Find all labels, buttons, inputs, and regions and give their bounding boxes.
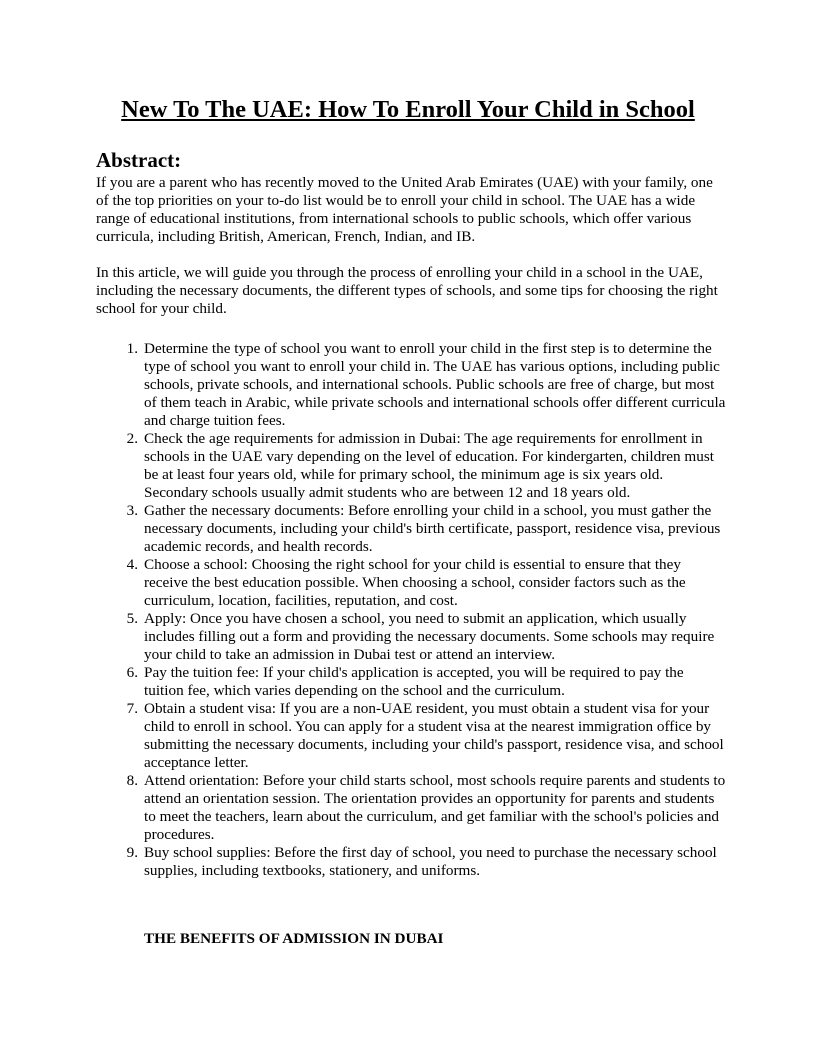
list-item-text: Determine the type of school you want to enroll your child in the first step is to determine the type of school you want to enroll your child in. The UAE has various options, including public schools, private schools, and international schools. Public schools are free of charge, but most of them teach in Arabic, while private schools and international schools offer different curricula and charge tuition fees.	[144, 340, 726, 429]
list-item	[96, 772, 726, 844]
list-item-number: 6.	[126, 664, 138, 681]
list-item-text: Attend orientation: Before your child starts school, most schools require parents and students to attend an orientation session. The orientation provides an opportunity for parents and students to meet the teachers, learn about the curriculum, and get familiar with the school's policies and procedures.	[144, 772, 726, 843]
list-item	[96, 502, 726, 556]
abstract-paragraph-1: If you are a parent who has recently moved to the United Arab Emirates (UAE) with your family, one of the top priorities on your to-do list would be to enroll your child in school. The UAE has a wide range of educational institutions, from international schools to public schools, which offer various curricula, including British, American, French, Indian, and IB.	[96, 174, 713, 245]
list-item-number: 7.	[126, 700, 138, 717]
list-item-number: 8.	[126, 772, 138, 789]
benefits-heading: THE BENEFITS OF ADMISSION IN DUBAI	[144, 930, 444, 947]
list-item-text: Obtain a student visa: If you are a non-UAE resident, you must obtain a student visa for your child to enroll in school. You can apply for a student visa at the nearest immigration office by submitting the necessary documents, including your child's passport, residence visa, and school acceptance letter.	[144, 700, 724, 771]
list-item-text: Check the age requirements for admission in Dubai: The age requirements for enrollment in schools in the UAE vary depending on the level of education. For kindergarten, children must be at least four years old, while for primary school, the minimum age is six years old. Secondary schools usually admit students who are between 12 and 18 years old.	[144, 430, 714, 501]
list-item	[96, 844, 726, 880]
list-item	[96, 610, 726, 664]
list-item	[96, 700, 726, 772]
list-item-number: 9.	[126, 844, 138, 861]
list-item	[96, 556, 726, 610]
enrollment-steps-list	[96, 340, 726, 880]
list-item-number: 1.	[126, 340, 138, 357]
list-item-text: Apply: Once you have chosen a school, you need to submit an application, which usually includes filling out a form and providing the necessary documents. Some schools may require your child to take an admission in Dubai test or attend an interview.	[144, 610, 715, 663]
list-item	[96, 430, 726, 502]
list-item-number: 4.	[126, 556, 138, 573]
list-item-text: Buy school supplies: Before the first day of school, you need to purchase the necessary school supplies, including textbooks, stationery, and uniforms.	[144, 844, 717, 879]
list-item-text: Gather the necessary documents: Before enrolling your child in a school, you must gather the necessary documents, including your child's birth certificate, passport, residence visa, previous academic records, and health records.	[144, 502, 721, 555]
list-item	[96, 340, 726, 430]
abstract-heading: Abstract:	[96, 148, 182, 172]
list-item-text: Pay the tuition fee: If your child's application is accepted, you will be required to pay the tuition fee, which varies depending on the school and the curriculum.	[144, 664, 684, 699]
list-item-text: Choose a school: Choosing the right school for your child is essential to ensure that they receive the best education possible. When choosing a school, consider factors such as the curriculum, location, facilities, reputation, and cost.	[144, 556, 686, 609]
list-item-number: 2.	[126, 430, 138, 447]
list-item-number: 3.	[126, 502, 138, 519]
page-title: New To The UAE: How To Enroll Your Child in School	[121, 96, 695, 123]
list-item	[96, 664, 726, 700]
list-item-number: 5.	[126, 610, 138, 627]
abstract-paragraph-2: In this article, we will guide you through the process of enrolling your child in a school in the UAE, including the necessary documents, the different types of schools, and some tips for choosing the right school for your child.	[96, 264, 718, 317]
